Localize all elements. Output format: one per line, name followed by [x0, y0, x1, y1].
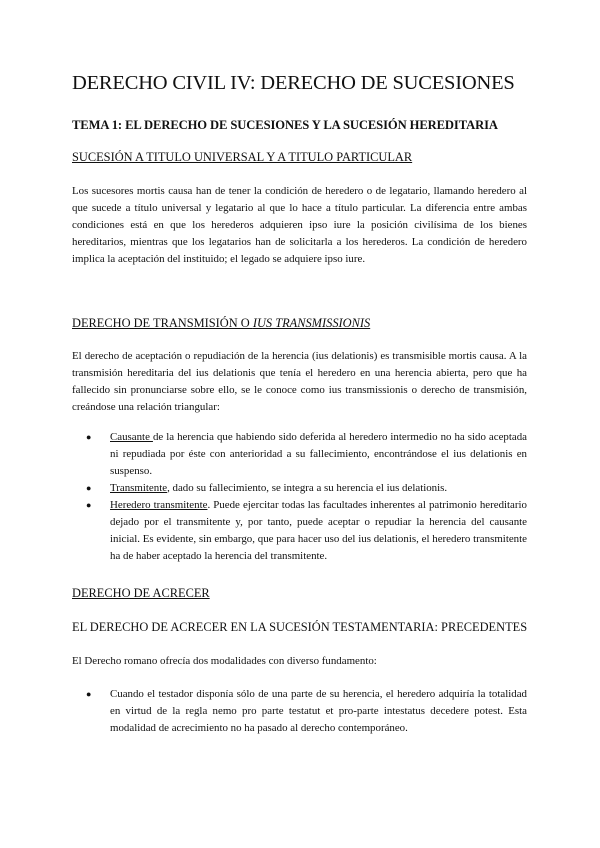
text-heredero-transmitente: . Puede ejercitar todas las facultades inherentes al patrimonio hereditario dejado por el transmitente y, por tanto, puede aceptar o repudiar la herencia del causante inicial. Es evidente, sin embargo, que para hacer uso del ius delationis, el heredero transmitente ha de haber aceptado la herencia del transmitente.: [110, 499, 527, 562]
tema-heading: TEMA 1: EL DERECHO DE SUCESIONES Y LA SUCESIÓN HEREDITARIA: [72, 118, 498, 132]
term-heredero-transmitente: Heredero transmitente: [110, 499, 208, 511]
heading-prefix: DERECHO DE TRANSMISIÓN O: [72, 316, 253, 330]
text-causante: de la herencia que habiendo sido deferida al heredero intermedio no ha sido aceptada ni repudiada por éste con anterioridad a su fallecimiento, encontrándose el ius delationis en suspenso.: [110, 431, 527, 477]
text-modalidad: Cuando el testador disponía sólo de una parte de su herencia, el heredero adquiría la totalidad en virtud de la regla nemo pro parte testatut et pro-parte intestatus decedere potest. Esta modalidad de acrecimiento no ha pasado al derecho contemporáneo.: [110, 688, 527, 734]
document-title: DERECHO CIVIL IV: DERECHO DE SUCESIONES: [72, 72, 515, 94]
bullet-icon: ●: [86, 432, 92, 442]
paragraph-acrecer: El Derecho romano ofrecía dos modalidades con diverso fundamento:: [72, 655, 377, 667]
bullet-icon: ●: [86, 500, 92, 510]
subheading-acrecer: EL DERECHO DE ACRECER EN LA SUCESIÓN TESTAMENTARIA: PRECEDENTES: [72, 620, 528, 634]
bullet-icon: ●: [86, 483, 92, 493]
bullet-icon: ●: [86, 689, 92, 699]
term-causante: Causante: [110, 431, 153, 443]
heading-italic: IUS TRANSMISSIONIS: [252, 316, 371, 330]
paragraph-transmision: El derecho de aceptación o repudiación de la herencia (ius delationis) es transmisible mortis causa. A la transmisión hereditaria del ius delationis que tenía el heredero en una herencia abierta, pero que ha fallecido sin pronunciarse sobre ello, se le conoce como ius transmissionis o derecho de transmisión, creándose una relación triangular:: [72, 350, 527, 413]
term-transmitente: Transmitente: [110, 482, 168, 494]
acrecer-list: [86, 686, 527, 737]
paragraph-sucesion: Los sucesores mortis causa han de tener la condición de heredero o de legatario, llamando heredero al que sucede a título universal y legatario al que lo hace a título particular. La diferencia entre ambas condiciones está en que los herederos adquieren ipso iure la posición civilísima de los bienes hereditarios, mientras que los legatarios han de solicitarla a los herederos. La condición de heredero implica la aceptación del instituido; el legado se adquiere ipso iure.: [72, 185, 527, 265]
text-transmitente: , dado su fallecimiento, se integra a su herencia el ius delationis.: [167, 482, 448, 494]
transmision-list: [86, 429, 527, 565]
section-heading-transmision: [72, 316, 527, 331]
section-heading-acrecer: DERECHO DE ACRECER: [72, 586, 210, 600]
section-heading-sucesion: SUCESIÓN A TITULO UNIVERSAL Y A TITULO PARTICULAR: [72, 150, 413, 164]
list-item-heredero-transmitente: [86, 497, 527, 565]
list-item-transmitente: [86, 480, 527, 497]
list-item-modalidad: [86, 686, 527, 737]
list-item-causante: [86, 429, 527, 480]
